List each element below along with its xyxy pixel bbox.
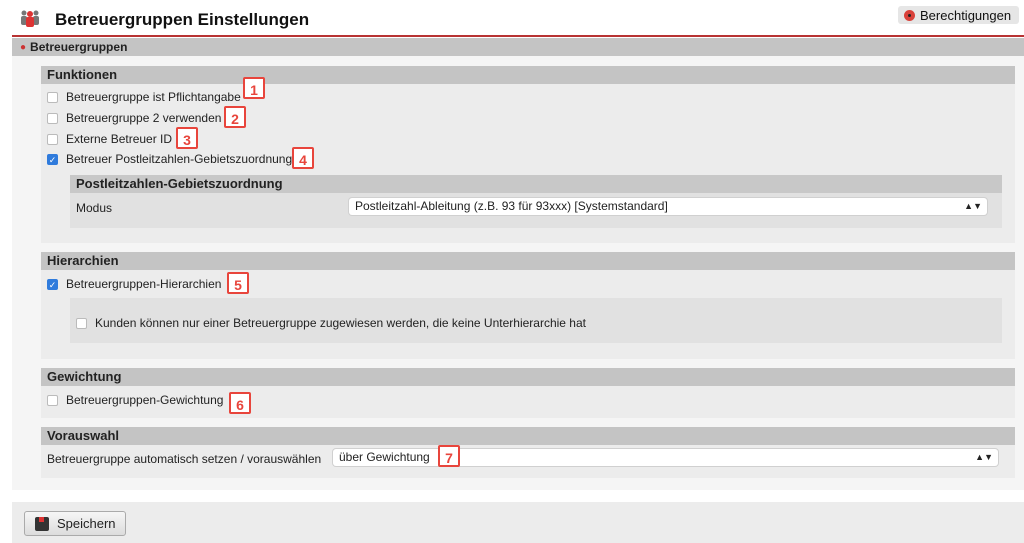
checkbox[interactable] bbox=[47, 395, 58, 406]
option-label: Externe Betreuer ID bbox=[66, 132, 173, 146]
option-label: Betreuer Postleitzahlen-Gebietszuordnung bbox=[66, 152, 293, 166]
annotation-badge: 5 bbox=[227, 272, 249, 294]
annotation-badge: 1 bbox=[243, 77, 265, 99]
funktionen-header: Funktionen bbox=[41, 66, 1015, 84]
vorauswahl-label: Betreuergruppe automatisch setzen / vorauswählen bbox=[47, 452, 322, 466]
user-group-icon: ● bbox=[20, 41, 27, 53]
option-label: Betreuergruppen-Hierarchien bbox=[66, 277, 222, 291]
option-gewichtung[interactable] bbox=[47, 393, 223, 407]
permissions-icon bbox=[904, 10, 915, 21]
modus-label: Modus bbox=[76, 201, 113, 215]
hierarchien-header: Hierarchien bbox=[41, 252, 1015, 270]
floppy-disk-icon bbox=[35, 517, 49, 531]
checkbox[interactable] bbox=[47, 113, 58, 124]
option-hierarchien[interactable] bbox=[47, 277, 221, 291]
divider bbox=[12, 35, 1024, 37]
permissions-button[interactable] bbox=[898, 6, 1019, 24]
permissions-label: Berechtigungen bbox=[920, 7, 1012, 23]
option-label: Kunden können nur einer Betreuergruppe zugewiesen werden, die keine Unterhierarchie hat bbox=[95, 316, 586, 330]
option-label: Betreuergruppe 2 verwenden bbox=[66, 111, 222, 125]
annotation-badge: 2 bbox=[224, 106, 246, 128]
vorauswahl-select[interactable] bbox=[333, 449, 998, 466]
select-arrows-icon: ▲▼ bbox=[964, 201, 982, 211]
annotation-badge: 3 bbox=[176, 127, 198, 149]
user-group-icon bbox=[20, 9, 40, 27]
checkbox-checked[interactable]: ✓ bbox=[48, 279, 57, 290]
vorauswahl-header: Vorauswahl bbox=[41, 427, 1015, 445]
select-arrows-icon: ▲▼ bbox=[975, 452, 993, 462]
option-keine-unterhierarchie[interactable] bbox=[76, 316, 586, 330]
page-title: Betreuergruppen Einstellungen bbox=[55, 10, 310, 29]
vorauswahl-value: über Gewichtung bbox=[339, 450, 430, 464]
plz-header: Postleitzahlen-Gebietszuordnung bbox=[70, 175, 1002, 193]
option-plz-zuordnung[interactable] bbox=[47, 152, 292, 166]
save-label: Speichern bbox=[57, 516, 116, 531]
option-label: Betreuergruppen-Gewichtung bbox=[66, 393, 224, 407]
option-betreuergruppe-2[interactable] bbox=[47, 111, 221, 125]
section-title: Betreuergruppen bbox=[30, 40, 128, 54]
checkbox[interactable] bbox=[47, 134, 58, 145]
checkbox[interactable] bbox=[76, 318, 87, 329]
checkbox[interactable] bbox=[47, 92, 58, 103]
checkbox-checked[interactable]: ✓ bbox=[48, 154, 57, 165]
modus-select[interactable] bbox=[349, 198, 987, 215]
section-header bbox=[12, 38, 1024, 56]
annotation-badge: 6 bbox=[229, 392, 251, 414]
option-label: Betreuergruppe ist Pflichtangabe bbox=[66, 90, 241, 104]
modus-value: Postleitzahl-Ableitung (z.B. 93 für 93xxx) [Systemstandard] bbox=[355, 199, 668, 213]
gewichtung-header: Gewichtung bbox=[41, 368, 1015, 386]
option-externe-id[interactable] bbox=[47, 132, 172, 146]
footer-bar bbox=[12, 502, 1024, 543]
annotation-badge: 4 bbox=[292, 147, 314, 169]
annotation-badge: 7 bbox=[438, 445, 460, 467]
save-button[interactable] bbox=[24, 511, 126, 536]
option-pflichtangabe[interactable] bbox=[47, 90, 241, 104]
